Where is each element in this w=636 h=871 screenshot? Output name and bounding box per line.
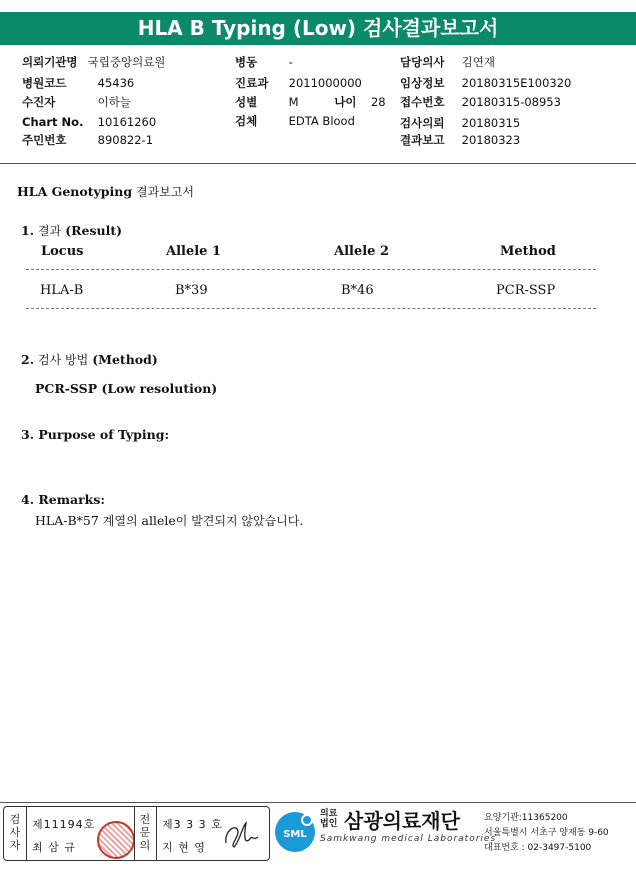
clinical-info-label: 임상정보 xyxy=(400,76,445,90)
resident-no-label: 주민번호 xyxy=(22,133,67,147)
divider xyxy=(134,807,135,860)
section-purpose-heading: 3. Purpose of Typing: xyxy=(21,427,170,442)
examiner-label: 검사자 xyxy=(9,813,21,852)
requested-label: 검사의뢰 xyxy=(400,116,445,130)
specimen-row xyxy=(235,113,355,129)
department-row xyxy=(235,75,362,91)
section-method-number: 2. xyxy=(21,352,35,367)
section-result-kr: 결과 xyxy=(38,224,62,238)
age-label: 나이 xyxy=(334,95,357,109)
patient-row xyxy=(22,94,131,110)
footer xyxy=(0,800,636,871)
hospital-code-value: 45436 xyxy=(97,76,135,90)
resident-no-row xyxy=(22,132,153,148)
seal-icon xyxy=(97,821,135,859)
ward-label: 병동 xyxy=(235,55,258,69)
specialist-license: 제3 3 3 호 xyxy=(162,818,223,831)
signature-icon xyxy=(222,817,262,851)
report-heading-en: HLA Genotyping xyxy=(17,184,133,199)
doctor-value: 김연재 xyxy=(461,55,495,69)
department-value: 2011000000 xyxy=(288,76,362,90)
reported-value: 20180323 xyxy=(461,133,521,147)
sex-label: 성별 xyxy=(235,95,258,109)
cell-method: PCR-SSP xyxy=(496,283,556,298)
patient-label: 수진자 xyxy=(22,95,56,109)
remark-allele: allele xyxy=(141,513,176,528)
reported-label: 결과보고 xyxy=(400,133,445,147)
corp-phone: 대표번호 : 02-3497-5100 xyxy=(484,843,592,853)
corp-name: 삼광의료재단 xyxy=(344,809,460,833)
hospital-code-row xyxy=(22,75,134,91)
cell-allele2: B*46 xyxy=(341,283,374,298)
method-text: PCR-SSP (Low resolution) xyxy=(35,381,218,396)
signature-box xyxy=(3,806,270,861)
hospital-code-label: 병원코드 xyxy=(22,76,67,90)
report-heading-kr: 결과보고서 xyxy=(136,185,195,199)
care-institution-no: 요양기관:11365200 xyxy=(484,813,568,823)
section-method-en: (Method) xyxy=(92,352,158,367)
corp-type-1: 의료 xyxy=(320,809,338,819)
logo-text: SML xyxy=(283,829,307,840)
clinical-info-value: 20180315E100320 xyxy=(461,76,572,90)
institution-value: 국립중앙의료원 xyxy=(87,55,166,69)
sex-row xyxy=(235,94,386,110)
sex-value: M xyxy=(288,95,299,109)
specialist-label: 전문의 xyxy=(139,813,151,852)
divider xyxy=(26,807,27,860)
examiner-license: 제11194호 xyxy=(32,818,96,831)
specimen-label: 검체 xyxy=(235,114,258,128)
remark-prefix: HLA-B*57 xyxy=(35,513,99,528)
section-remarks-heading: 4. Remarks: xyxy=(21,492,105,507)
reported-row xyxy=(400,132,520,148)
resident-no-value: 890822-1 xyxy=(97,133,154,147)
table-divider-bottom xyxy=(26,308,596,309)
remarks-text xyxy=(35,512,303,529)
specialist-name: 지 현 영 xyxy=(162,841,206,854)
report-title: HLA B Typing (Low) 검사결과보고서 xyxy=(0,12,636,45)
divider xyxy=(156,807,157,860)
age-value: 28 xyxy=(370,95,386,109)
department-label: 진료과 xyxy=(235,76,269,90)
specimen-value: EDTA Blood xyxy=(288,114,355,128)
clinical-info-row xyxy=(400,75,571,91)
section-result-en: (Result) xyxy=(65,223,123,238)
receipt-no-row xyxy=(400,94,561,110)
section-result-number: 1. xyxy=(21,223,35,238)
section-result-heading xyxy=(21,222,122,239)
requested-row xyxy=(400,115,520,131)
chart-no-row xyxy=(22,115,156,129)
col-locus: Locus xyxy=(41,244,84,259)
corp-type xyxy=(320,809,337,829)
col-method: Method xyxy=(500,244,556,259)
corp-address: 서울특별시 서초구 양재동 9-60 xyxy=(484,828,609,838)
corp-english-name: Samkwang medical Laboratories xyxy=(320,834,497,844)
requested-value: 20180315 xyxy=(461,116,521,130)
ward-value: - xyxy=(288,55,293,69)
remark-kr-2: 이 발견되지 않았습니다. xyxy=(175,514,304,528)
chart-no-value: 10161260 xyxy=(97,115,157,129)
receipt-no-label: 접수번호 xyxy=(400,95,445,109)
ward-row xyxy=(235,54,293,70)
header-divider xyxy=(0,163,636,164)
sml-logo-icon xyxy=(273,810,317,854)
patient-value: 이하늘 xyxy=(97,95,131,109)
doctor-label: 담당의사 xyxy=(400,55,445,69)
institution-row xyxy=(22,54,165,70)
doctor-row xyxy=(400,54,495,70)
report-heading xyxy=(17,183,194,200)
chart-no-label: Chart No. xyxy=(22,115,84,129)
receipt-no-value: 20180315-08953 xyxy=(461,95,561,109)
col-allele1: Allele 1 xyxy=(166,244,222,259)
institution-label: 의뢰기관명 xyxy=(22,55,78,69)
section-method-kr: 검사 방법 xyxy=(38,353,89,367)
col-allele2: Allele 2 xyxy=(334,244,390,259)
table-divider-top xyxy=(26,269,596,270)
cell-locus: HLA-B xyxy=(40,283,84,298)
examiner-name: 최 삼 규 xyxy=(32,841,76,854)
cell-allele1: B*39 xyxy=(175,283,208,298)
remark-kr-1: 계열의 xyxy=(102,514,138,528)
corp-type-2: 법인 xyxy=(320,819,338,829)
section-method-heading xyxy=(21,351,158,368)
